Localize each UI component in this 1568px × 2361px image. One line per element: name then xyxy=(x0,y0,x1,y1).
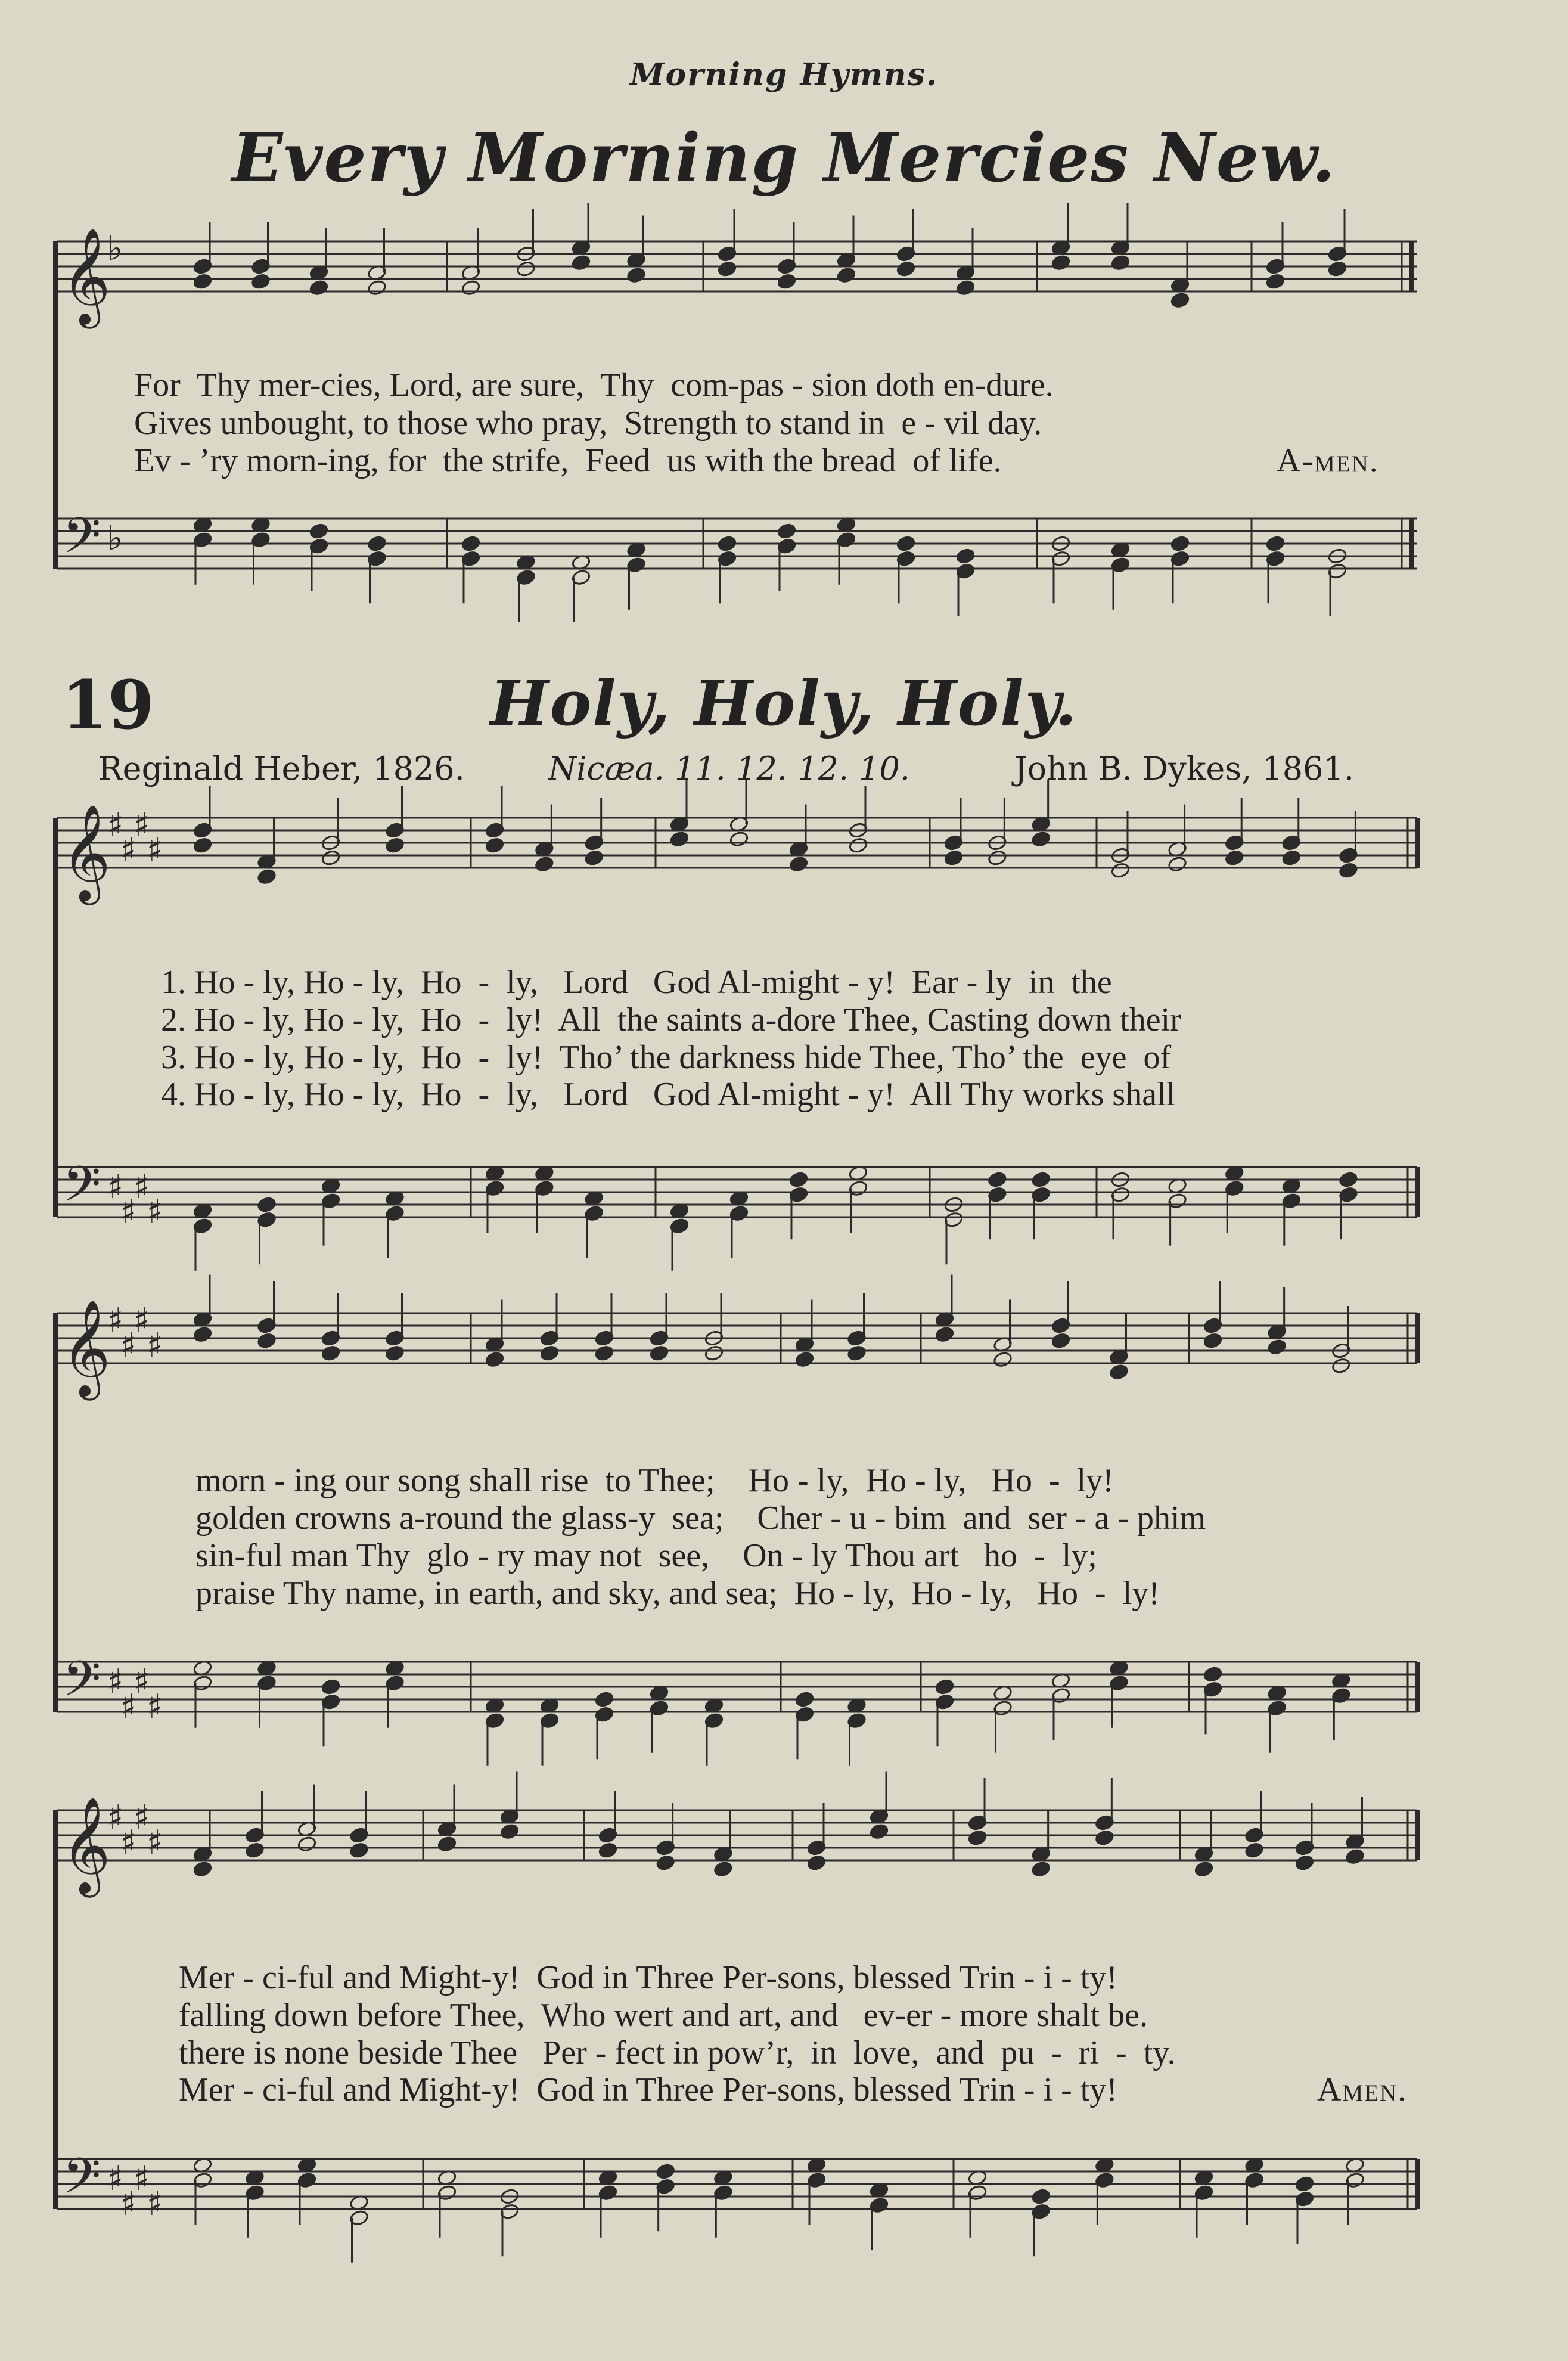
svg-text:♯: ♯ xyxy=(107,806,124,845)
tune-meter: Nicæa. 11. 12. 12. 10. xyxy=(548,750,911,787)
svg-text:𝄢: 𝄢 xyxy=(63,1650,101,1720)
amen-label: Amen. xyxy=(1317,2071,1408,2108)
svg-text:♯: ♯ xyxy=(147,1687,163,1726)
lyric-line: Mer - ci-ful and Might-y! God in Three Per-sons, blessed Trin - i - ty! xyxy=(179,1959,1117,1996)
svg-text:♯: ♯ xyxy=(133,806,150,845)
svg-text:♯: ♯ xyxy=(147,2185,163,2223)
lyric-line: 4. Ho - ly, Ho - ly, Ho - ly, Lord God Al-might - y! All Thy works shall xyxy=(161,1076,1176,1113)
hymn-title: Every Morning Mercies New. xyxy=(231,119,1337,197)
svg-text:♯: ♯ xyxy=(107,2160,124,2198)
svg-text:♯: ♯ xyxy=(133,2160,150,2198)
lyric-line: Ev - ’ry morn-ing, for the strife, Feed us with the bread of life. xyxy=(134,442,1002,479)
lyric-line: golden crowns a-round the glass-y sea; Cher - u - bim and ser - a - phim xyxy=(195,1500,1206,1537)
lyric-line: praise Thy name, in earth, and sky, and sea; Ho - ly, Ho - ly, Ho - ly! xyxy=(195,1575,1160,1612)
running-head: Morning Hymns. xyxy=(629,57,939,93)
lyric-line: 3. Ho - ly, Ho - ly, Ho - ly! Tho’ the darkness hide Thee, Tho’ the eye of xyxy=(161,1039,1172,1076)
svg-text:♯: ♯ xyxy=(147,1193,163,1231)
svg-text:♯: ♯ xyxy=(107,1301,124,1340)
svg-text:♯: ♯ xyxy=(133,1798,150,1837)
svg-text:𝄢: 𝄢 xyxy=(63,507,101,576)
hymn-title: Holy, Holy, Holy. xyxy=(490,666,1078,740)
lyric-line: sin-ful man Thy glo - ry may not see, On - ly Thou art ho - ly; xyxy=(195,1537,1097,1574)
lyric-line: For Thy mer-cies, Lord, are sure, Thy com-pas - sion doth en-dure. xyxy=(134,367,1054,404)
svg-text:𝄢: 𝄢 xyxy=(63,1155,101,1225)
svg-text:♯: ♯ xyxy=(107,1798,124,1837)
svg-text:♯: ♯ xyxy=(133,1301,150,1340)
svg-text:𝄞: 𝄞 xyxy=(61,804,111,901)
svg-text:♯: ♯ xyxy=(147,831,163,870)
hymn-number: 19 xyxy=(61,666,154,744)
svg-text:♯: ♯ xyxy=(133,1168,150,1206)
svg-text:♯: ♯ xyxy=(107,1168,124,1206)
amen-label: A-men. xyxy=(1277,442,1379,479)
svg-text:𝄞: 𝄞 xyxy=(61,228,111,325)
svg-text:𝄞: 𝄞 xyxy=(61,1797,111,1894)
svg-text:♯: ♯ xyxy=(147,1823,163,1862)
lyric-line: Mer - ci-ful and Might-y! God in Three Per-sons, blessed Trin - i - ty! xyxy=(179,2071,1117,2108)
lyric-line: morn - ing our song shall rise to Thee; Ho - ly, Ho - ly, Ho - ly! xyxy=(195,1462,1114,1499)
svg-text:𝄢: 𝄢 xyxy=(63,2147,101,2217)
svg-text:♯: ♯ xyxy=(120,1193,137,1231)
svg-text:♯: ♯ xyxy=(147,1326,163,1365)
lyric-line: Gives unbought, to those who pray, Strength to stand in e - vil day. xyxy=(134,405,1042,442)
svg-text:♭: ♭ xyxy=(107,229,123,268)
svg-text:♯: ♯ xyxy=(107,1662,124,1701)
svg-text:𝄞: 𝄞 xyxy=(61,1299,111,1397)
lyric-line: there is none beside Thee Per - fect in pow’r, in love, and pu - ri - ty. xyxy=(179,2034,1176,2071)
svg-text:♯: ♯ xyxy=(120,2185,137,2223)
lyric-line: 2. Ho - ly, Ho - ly, Ho - ly! All the saints a-dore Thee, Casting down their xyxy=(161,1001,1181,1038)
composer-credit: John B. Dykes, 1861. xyxy=(1014,750,1355,787)
svg-text:♭: ♭ xyxy=(107,519,123,558)
svg-text:♯: ♯ xyxy=(120,1326,137,1365)
lyric-line: 1. Ho - ly, Ho - ly, Ho - ly, Lord God Al-might - y! Ear - ly in the xyxy=(161,964,1112,1001)
svg-text:♯: ♯ xyxy=(120,831,137,870)
lyric-line: falling down before Thee, Who wert and art, and ev-er - more shalt be. xyxy=(179,1997,1148,2034)
author-credit: Reginald Heber, 1826. xyxy=(98,750,465,787)
svg-text:♯: ♯ xyxy=(120,1687,137,1726)
svg-text:♯: ♯ xyxy=(133,1662,150,1701)
svg-text:♯: ♯ xyxy=(120,1823,137,1862)
